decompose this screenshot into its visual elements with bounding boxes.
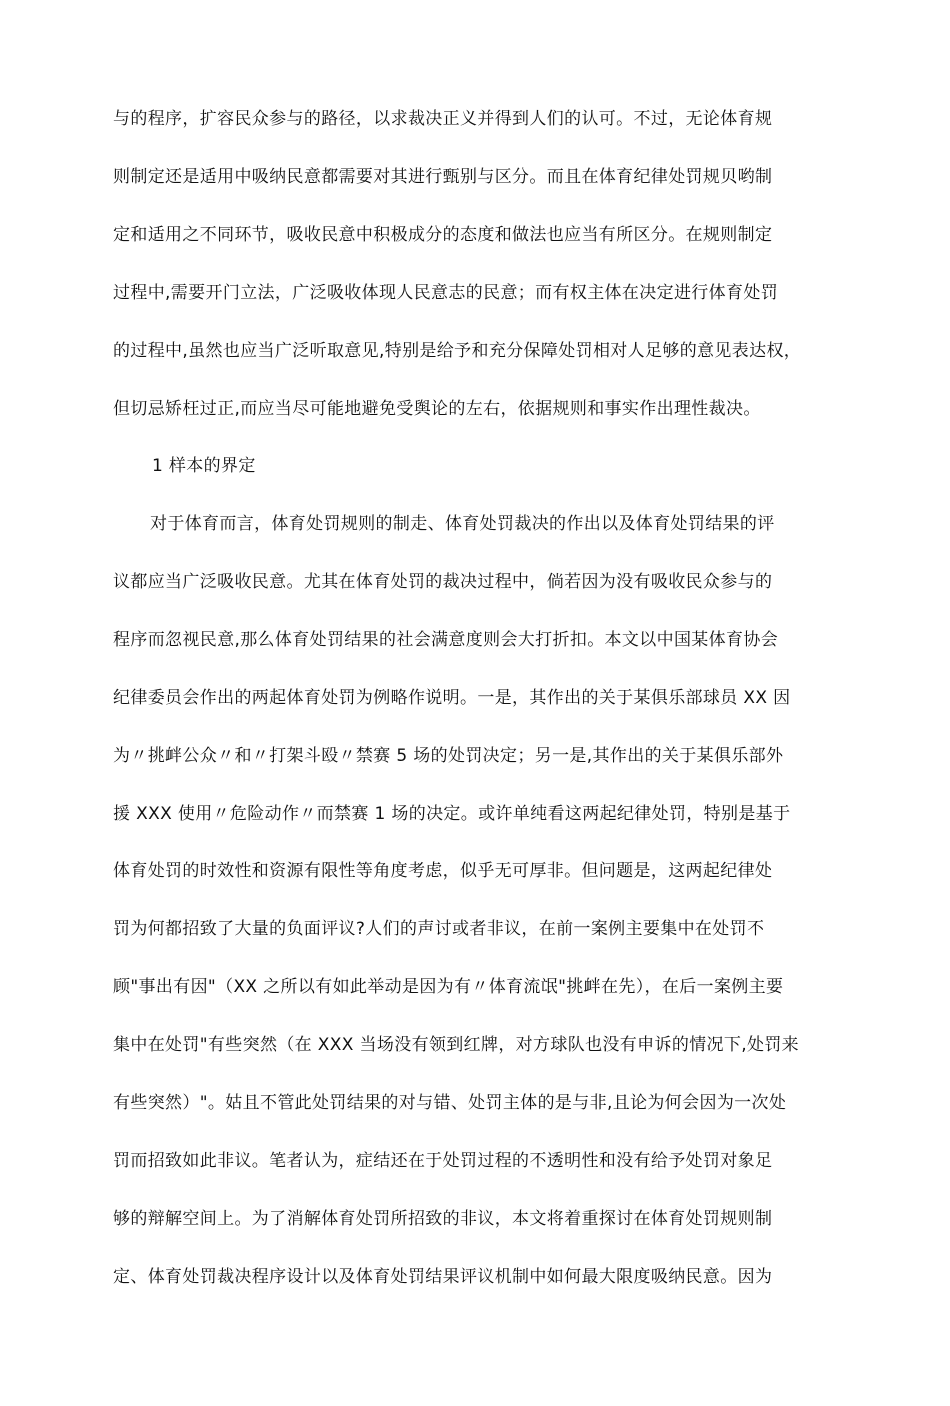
paragraph-line: 纪律委员会作出的两起体育处罚为例略作说明。一是，其作出的关于某俱乐部球员 XX 因 (113, 688, 791, 708)
section-heading: 1 样本的界定 (152, 456, 256, 476)
paragraph-line: 过程中,需要开门立法，广泛吸收体现人民意志的民意；而有权主体在决定进行体育处罚 (113, 283, 779, 303)
paragraph-line: 与的程序，扩容民众参与的路径，以求裁决正义并得到人们的认可。不过，无论体育规 (113, 109, 773, 129)
paragraph-line: 援 XXX 使用〃危险动作〃而禁赛 1 场的决定。或许单纯看这两起纪律处罚，特别是基于 (113, 804, 791, 824)
paragraph-line: 集中在处罚"有些突然（在 XXX 当场没有领到红牌，对方球队也没有申诉的情况下,处罚来 (113, 1035, 800, 1055)
paragraph-line: 为〃挑衅公众〃和〃打架斗殴〃禁赛 5 场的处罚决定；另一是,其作出的关于某俱乐部外 (113, 746, 784, 766)
paragraph-line: 对于体育而言，体育处罚规则的制走、体育处罚裁决的作出以及体育处罚结果的评 (150, 514, 775, 534)
paragraph-line: 的过程中,虽然也应当广泛听取意见,特别是给予和充分保障处罚相对人足够的意见表达权， (113, 341, 802, 361)
paragraph-line: 顾"事出有因"（XX 之所以有如此举动是因为有〃体育流氓"挑衅在先），在后一案例主要 (113, 977, 784, 997)
paragraph-line: 则制定还是适用中吸纳民意都需要对其进行甄别与区分。而且在体育纪律处罚规贝哟制 (113, 167, 773, 187)
paragraph-line: 但切忌矫枉过正,而应当尽可能地避免受舆论的左右，依据规则和事实作出理性裁决。 (113, 399, 761, 419)
paragraph-line: 体育处罚的时效性和资源有限性等角度考虑，似乎无可厚非。但问题是，这两起纪律处 (113, 861, 773, 881)
paragraph-line: 够的辩解空间上。为了消解体育处罚所招致的非议，本文将着重探讨在体育处罚规则制 (113, 1209, 773, 1229)
paragraph-line: 程序而忽视民意,那么体育处罚结果的社会满意度则会大打折扣。本文以中国某体育协会 (113, 630, 779, 650)
paragraph-line: 定、体育处罚裁决程序设计以及体育处罚结果评议机制中如何最大限度吸纳民意。因为 (113, 1267, 773, 1287)
paragraph-line: 定和适用之不同环节，吸收民意中积极成分的态度和做法也应当有所区分。在规则制定 (113, 225, 773, 245)
paragraph-line: 有些突然）"。姑且不管此处罚结果的对与错、处罚主体的是与非,且论为何会因为一次处 (113, 1093, 787, 1113)
paragraph-line: 议都应当广泛吸收民意。尤其在体育处罚的裁决过程中，倘若因为没有吸收民众参与的 (113, 572, 773, 592)
paragraph-line: 罚为何都招致了大量的负面评议?人们的声讨或者非议，在前一案例主要集中在处罚不 (113, 919, 765, 939)
paragraph-line: 罚而招致如此非议。笔者认为，症结还在于处罚过程的不透明性和没有给予处罚对象足 (113, 1151, 773, 1171)
